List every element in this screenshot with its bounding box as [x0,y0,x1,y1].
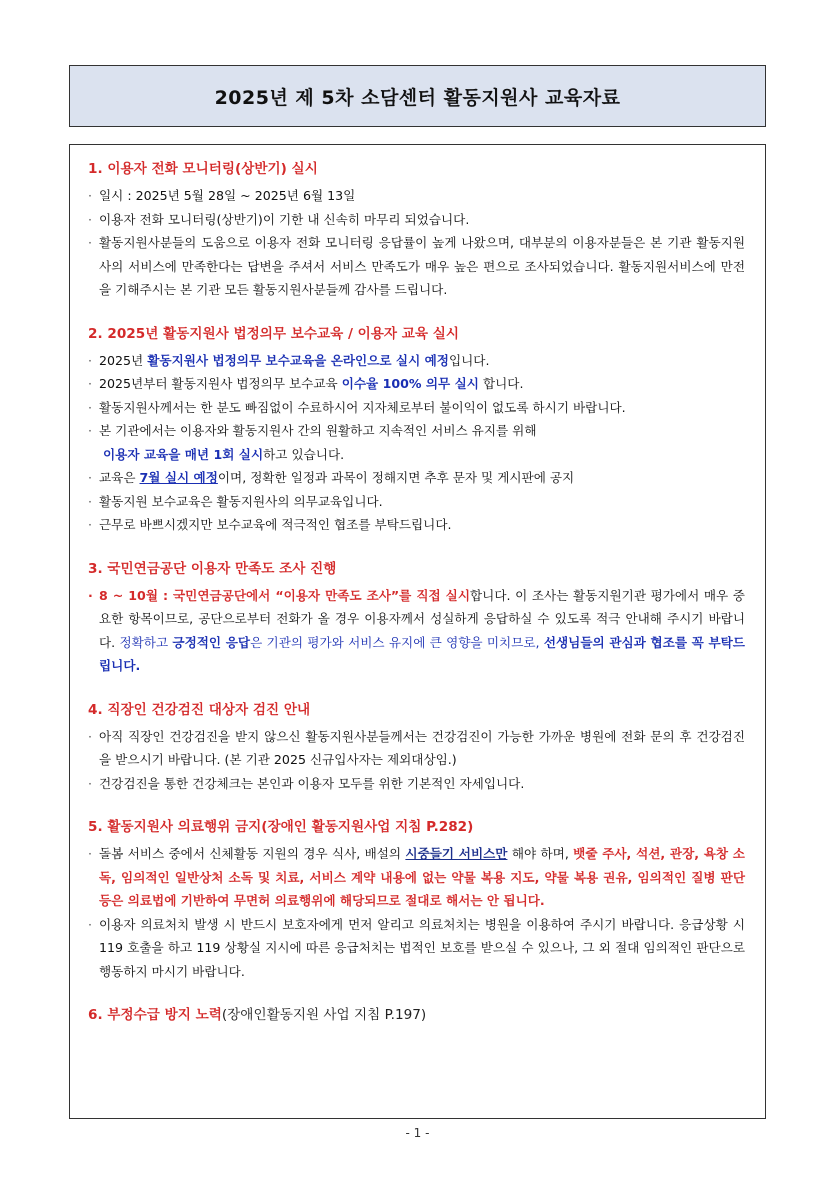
list-item: · 아직 직장인 건강검진을 받지 않으신 활동지원사분들께서는 건강검진이 가능한 가까운 병원에 전화 문의 후 건강검진을 받으시기 바랍니다. (본 기관 2025 신규입사자는 제외대상임.) [88,728,745,767]
list-item: · 활동지원사분들의 도움으로 이용자 전화 모니터링 응답률이 높게 나왔으며, 대부분의 이용자분들은 본 기관 활동지원사의 서비스에 만족한다는 답변을 주셔서 서비스 만족도가 매우 높은 편으로 조사되었습니다. 활동지원서비스에 만전을 기해주시는 본 기관 모든 활동지원사분들께 감사를 드립니다. [88,235,745,297]
section-6-title: 6. 부정수급 방지 노력(장애인활동지원 사업 지침 P.197) [88,1007,427,1023]
list-item: · 이용자 전화 모니터링(상반기)이 기한 내 신속히 마무리 되었습니다. [88,211,470,227]
section-6 [88,1005,745,1025]
list-item: · 2025년부터 활동지원사 법정의무 보수교육 이수율 100% 의무 실시 합니다. [88,376,524,391]
section-3-title: 3. 국민연금공단 이용자 만족도 조사 진행 [88,560,337,577]
list-item: · 활동지원 보수교육은 활동지원사의 의무교육입니다. [88,493,383,509]
title-box [69,65,766,127]
list-item: · 교육은 7월 실시 예정이며, 정확한 일정과 과목이 정해지면 추후 문자 및 게시판에 공지 [88,470,575,485]
section-5-title: 5. 활동지원사 의료행위 금지(장애인 활동지원사업 지침 P.282) [88,819,474,835]
list-item: · 활동지원사께서는 한 분도 빠짐없이 수료하시어 지자체로부터 불이익이 없도록 하시기 바랍니다. [88,399,626,415]
list-item-continuation: 이용자 교육을 매년 1회 실시하고 있습니다. [103,446,345,462]
section-1-title: 1. 이용자 전화 모니터링(상반기) 실시 [88,161,318,177]
section-5 [88,817,745,983]
section-4 [88,700,745,796]
list-item: · 8 ~ 10월 : 국민연금공단에서 “이용자 만족도 조사”를 직접 실시합니다. 이 조사는 활동지원기관 평가에서 매우 중요한 항목이므로, 공단으로부터 전화가 올 경우 이용자께서 성실하게 응답하실 수 있도록 적극 안내해 주시기 바랍니다. 정확하고 긍정적인 응답은 기관의 평가와 서비스 유지에 큰 영향을 미치므로, 선생님들의 관심과 협조를 꼭 부탁드립니다. [88,587,745,673]
list-item: · 돌봄 서비스 중에서 신체활동 지원의 경우 식사, 배설의 시중들기 서비스만 해야 하며, 뱃줄 주사, 석션, 관장, 욕창 소독, 임의적인 일반상처 소독 및 치료, 서비스 계약 내용에 없는 약물 복용 지도, 약물 복용 권유, 임의적인 질병 판단 등은 의료법에 기반하여 무면허 의료행위에 해당되므로 절대로 해서는 안 됩니다. [88,846,745,908]
section-2 [88,324,745,537]
list-item: · 건강검진을 통한 건강체크는 본인과 이용자 모두를 위한 기본적인 자세입니다. [88,775,525,791]
list-item: · 본 기관에서는 이용자와 활동지원사 간의 원활하고 지속적인 서비스 유지를 위해 [88,423,537,438]
section-4-title: 4. 직장인 건강검진 대상자 검진 안내 [88,701,311,718]
list-item: · 이용자 의료처치 발생 시 반드시 보호자에게 먼저 알리고 의료처치는 병원을 이용하여 주시기 바랍니다. 응급상황 시 119 호출을 하고 119 상황실 지시에 따른 응급처치는 법적인 보호를 받으실 수 있으나, 그 외 절대 임의적인 판단으로 행동하지 마시기 바랍니다. [88,916,745,979]
document-title: 2025년 제 5차 소담센터 활동지원사 교육자료 [214,86,621,109]
content-box [69,144,766,1119]
list-item: · 2025년 활동지원사 법정의무 보수교육을 온라인으로 실시 예정입니다. [88,352,490,368]
section-1 [88,159,745,302]
section-3 [88,559,745,678]
list-item: · 근무로 바쁘시겠지만 보수교육에 적극적인 협조를 부탁드립니다. [88,517,452,532]
list-item: · 일시 : 2025년 5월 28일 ~ 2025년 6월 13일 [88,188,356,203]
page-number: - 1 - [405,1126,430,1140]
section-2-title: 2. 2025년 활동지원사 법정의무 보수교육 / 이용자 교육 실시 [88,325,460,342]
